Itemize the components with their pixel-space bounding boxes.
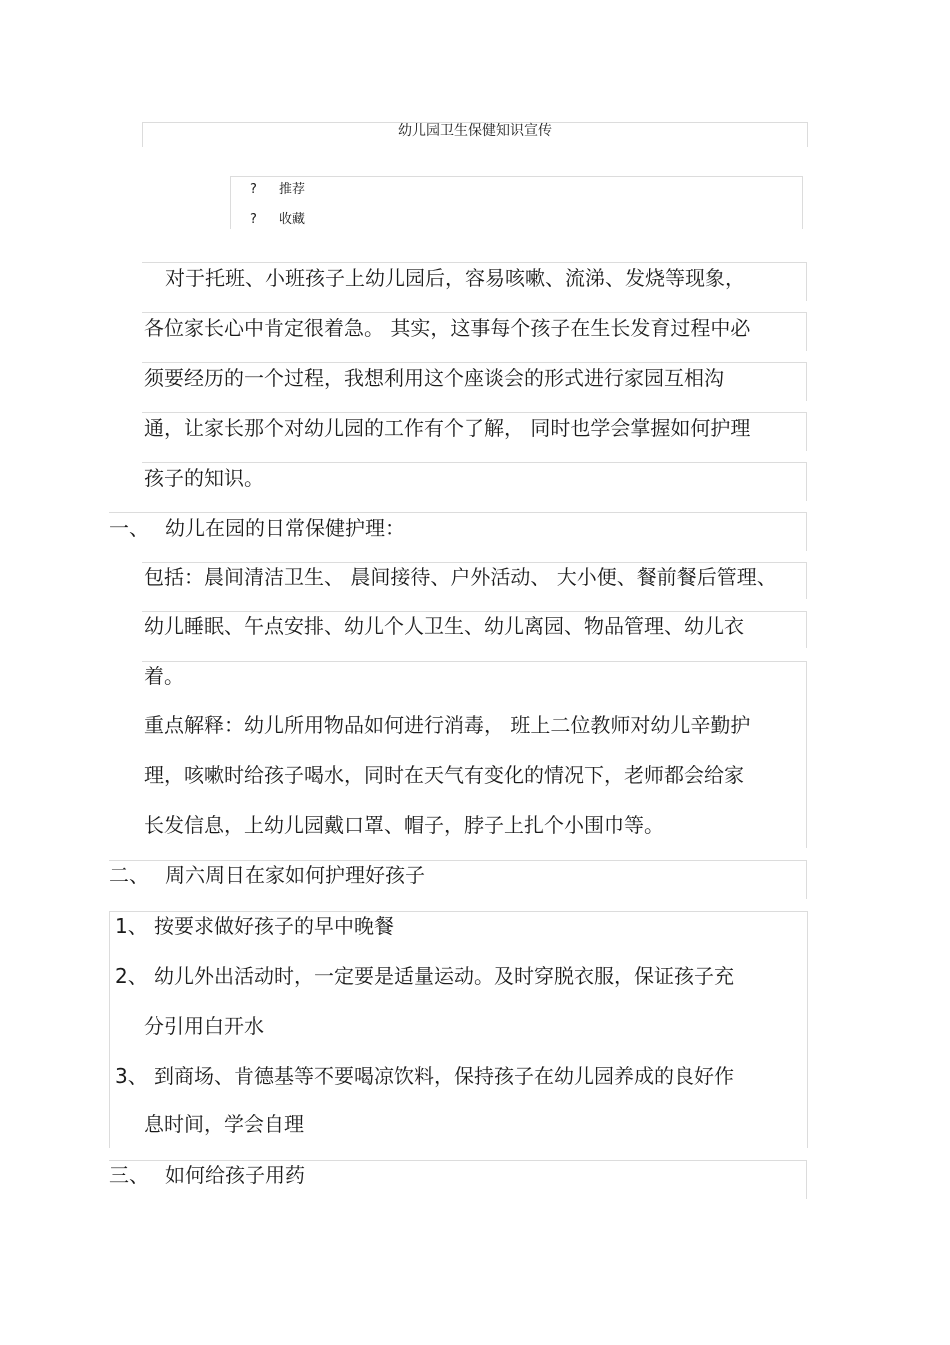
intro-line: 对于托班、小班孩子上幼儿园后，容易咳嗽、流涕、发烧等现象， — [165, 266, 745, 290]
question-mark-icon: ? — [250, 212, 257, 227]
intro-line: 须要经历的一个过程，我想利用这个座谈会的形式进行家园互相沟 — [144, 366, 724, 390]
list-item-text: 到商场、肯德基等不要喝凉饮料，保持孩子在幼儿园养成的良好作 — [154, 1064, 734, 1088]
section-heading: 周六周日在家如何护理好孩子 — [165, 863, 425, 887]
actions-frame — [230, 176, 803, 229]
section-number: 一、 — [109, 516, 149, 540]
intro-line: 各位家长心中肯定很着急。 其实，这事每个孩子在生长发育过程中必 — [144, 316, 751, 340]
page-title: 幼儿园卫生保健知识宣传 — [398, 123, 552, 139]
section-heading: 如何给孩子用药 — [165, 1163, 305, 1187]
section-number: 二、 — [109, 863, 149, 887]
list-item-text: 分引用白开水 — [144, 1014, 264, 1038]
question-mark-icon: ? — [250, 182, 257, 197]
section1-line: 幼儿睡眠、午点安排、幼儿个人卫生、幼儿离园、物品管理、幼儿衣 — [144, 614, 744, 638]
section1-line: 着。 — [144, 664, 184, 688]
section1-line: 理，咳嗽时给孩子喝水，同时在天气有变化的情况下，老师都会给家 — [144, 763, 744, 787]
list-item-number: 1、 — [115, 914, 148, 938]
intro-line: 通，让家长那个对幼儿园的工作有个了解， 同时也学会掌握如何护理 — [144, 416, 751, 440]
recommend-action[interactable] — [250, 181, 306, 199]
list-item-number: 3、 — [115, 1064, 148, 1088]
recommend-label: 推荐 — [279, 182, 306, 197]
section-heading: 幼儿在园的日常保健护理： — [165, 516, 405, 540]
list-item-text: 按要求做好孩子的早中晚餐 — [154, 914, 394, 938]
list-item-text: 幼儿外出活动时，一定要是适量运动。及时穿脱衣服，保证孩子充 — [154, 964, 734, 988]
section-number: 三、 — [109, 1163, 149, 1187]
section1-line: 长发信息，上幼儿园戴口罩、帽子，脖子上扎个小围巾等。 — [144, 813, 664, 837]
list-item-text: 息时间，学会自理 — [144, 1112, 304, 1136]
favorite-action[interactable] — [250, 211, 306, 229]
list-item-number: 2、 — [115, 964, 148, 988]
section1-line: 包括：晨间清洁卫生、 晨间接待、户外活动、 大小便、餐前餐后管理、 — [144, 565, 777, 589]
favorite-label: 收藏 — [279, 212, 306, 227]
section1-line: 重点解释：幼儿所用物品如何进行消毒， 班上二位教师对幼儿辛勤护 — [144, 713, 751, 737]
intro-line: 孩子的知识。 — [144, 466, 264, 490]
